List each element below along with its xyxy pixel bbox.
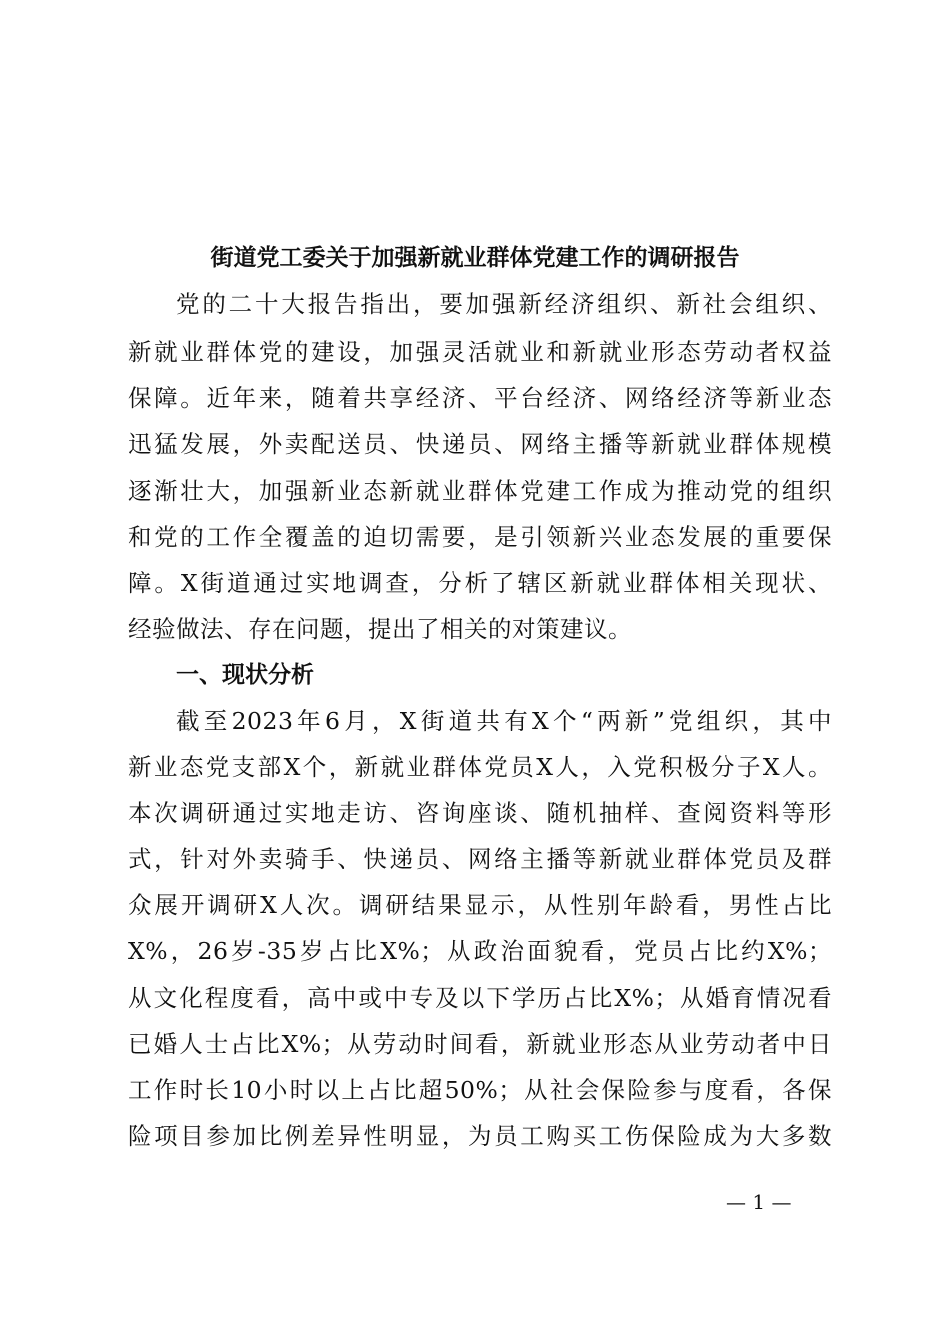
intro-line-1: 党的二十大报告指出，要加强新经济组织、新社会组织、: [176, 290, 832, 318]
intro-line-2: 新就业群体党的建设，加强灵活就业和新就业形态劳动者权益: [128, 338, 832, 366]
intro-line-5: 逐渐壮大，加强新业态新就业群体党建工作成为推动党的组织: [128, 477, 832, 505]
section1-line-7: 从文化程度看，高中或中专及以下学历占比X%；从婚育情况看: [128, 984, 832, 1012]
intro-line-4: 迅猛发展，外卖配送员、快递员、网络主播等新就业群体规模: [128, 430, 832, 458]
document-title: 街道党工委关于加强新就业群体党建工作的调研报告: [210, 244, 740, 271]
section1-line-4: 式，针对外卖骑手、快递员、网络主播等新就业群体党员及群: [128, 845, 832, 873]
intro-line-7: 障。X街道通过实地调查，分析了辖区新就业群体相关现状、: [128, 569, 832, 597]
section1-line-2: 新业态党支部X个，新就业群体党员X人，入党积极分子X人。: [128, 753, 832, 781]
section1-line-8: 已婚人士占比X%；从劳动时间看，新就业形态从业劳动者中日: [128, 1030, 832, 1058]
section1-line-9: 工作时长10小时以上占比超50%；从社会保险参与度看，各保: [128, 1076, 832, 1104]
section1-line-6: X%，26岁-35岁占比X%；从政治面貌看，党员占比约X%；: [128, 937, 832, 965]
page-number: — 1 —: [726, 1190, 792, 1214]
section-heading-1: 一、现状分析: [176, 661, 314, 688]
section1-line-1: 截至2023年6月，X街道共有X个“两新”党组织，其中: [176, 707, 832, 735]
intro-line-3: 保障。近年来，随着共享经济、平台经济、网络经济等新业态: [128, 384, 832, 412]
intro-line-6: 和党的工作全覆盖的迫切需要，是引领新兴业态发展的重要保: [128, 523, 832, 551]
section1-line-10: 险项目参加比例差异性明显，为员工购买工伤保险成为大多数: [128, 1122, 832, 1150]
intro-line-8: 经验做法、存在问题，提出了相关的对策建议。: [128, 615, 632, 643]
section1-line-5: 众展开调研X人次。调研结果显示，从性别年龄看，男性占比: [128, 891, 832, 919]
section1-line-3: 本次调研通过实地走访、咨询座谈、随机抽样、查阅资料等形: [128, 799, 832, 827]
